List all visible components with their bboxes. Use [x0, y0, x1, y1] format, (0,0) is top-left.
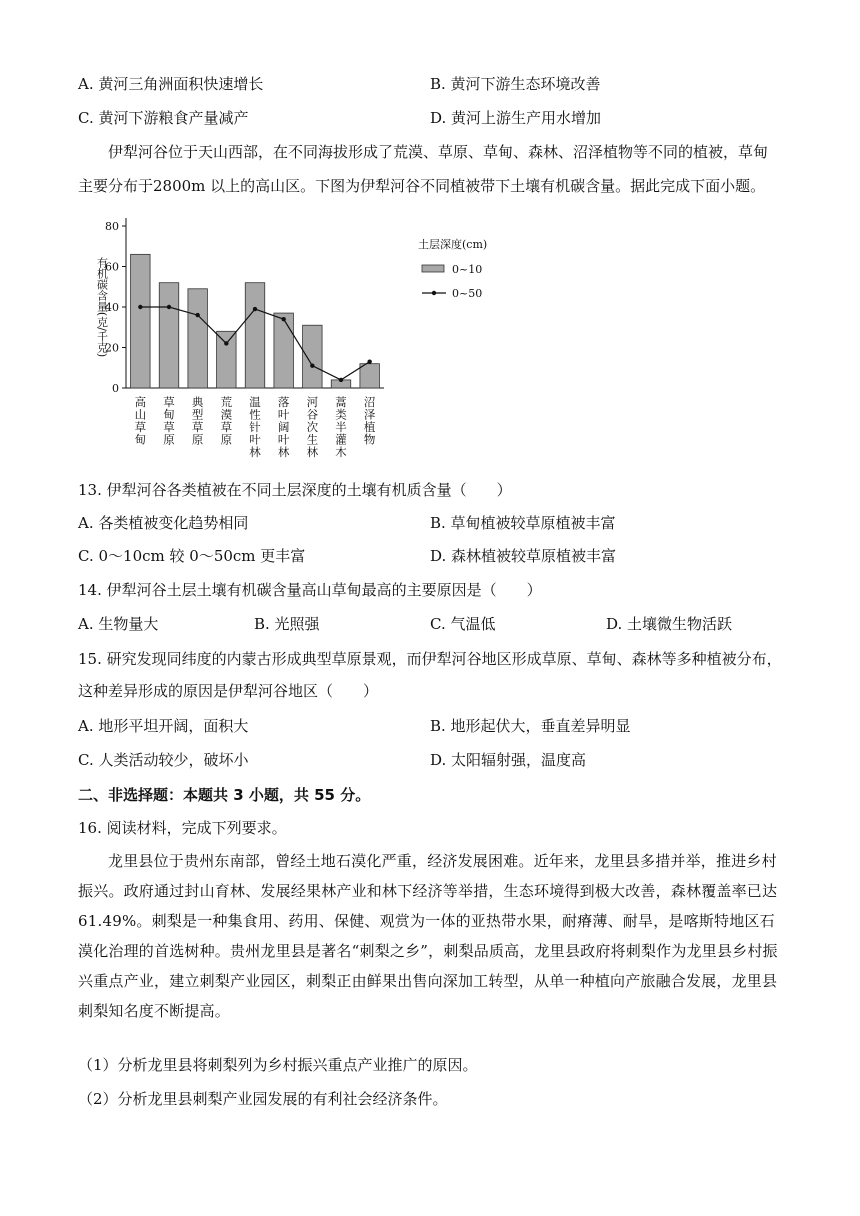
q14-stem: 14. 伊犁河谷土层土壤有机碳含量高山草甸最高的主要原因是（ ） [78, 581, 542, 599]
category-label: 沼泽植物 [362, 396, 377, 446]
q16-stem: 16. 阅读材料，完成下列要求。 [78, 819, 287, 837]
q16-sub-1: （1）分析龙里县将刺梨列为乡村振兴重点产业推广的原因。 [78, 1056, 478, 1074]
intro-line-1: 伊犁河谷位于天山西部，在不同海拔形成了荒漠、草原、草甸、森林、沼泽植物等不同的植被，草甸 [108, 143, 769, 161]
q14-option-c: C. 气温低 [430, 615, 496, 633]
bar [360, 364, 379, 388]
q13-option-a: A. 各类植被变化趋势相同 [78, 514, 249, 532]
category-label: 高山草甸 [133, 396, 148, 446]
legend-line-label: 0~50 [452, 287, 483, 300]
option-a: A. 黄河三角洲面积快速增长 [78, 75, 264, 93]
legend-bar-swatch [422, 265, 444, 272]
section-heading: 二、非选择题：本题共 3 小题，共 55 分。 [78, 786, 371, 804]
category-label: 蒿类半灌木 [334, 396, 348, 459]
q15-option-c: C. 人类活动较少，破坏小 [78, 751, 249, 769]
bar [303, 325, 322, 388]
option-d: D. 黄河上游生产用水增加 [430, 109, 602, 127]
chart-bars [131, 254, 380, 388]
line-point [195, 313, 199, 317]
option-b: B. 黄河下游生态环境改善 [430, 75, 601, 93]
legend-line-point [432, 291, 436, 295]
q15-stem-line-2: 这种差异形成的原因是伊犁河谷地区（ ） [78, 682, 379, 700]
q14-option-a: A. 生物量大 [78, 615, 159, 633]
legend-title: 土层深度(cm) [418, 238, 488, 251]
q13-option-b: B. 草甸植被较草原植被丰富 [430, 514, 616, 532]
y-axis-label: 有机碳含量(克/千克) [95, 256, 109, 358]
q14-option-d: D. 土壤微生物活跃 [606, 615, 733, 633]
intro-line-2: 主要分布于2800m 以上的高山区。下图为伊犁河谷不同植被带下土壤有机碳含量。据此完成下面小题。 [78, 177, 766, 195]
q15-option-b: B. 地形起伏大，垂直差异明显 [430, 717, 631, 735]
category-label: 草甸草原 [162, 396, 176, 446]
q16-material: 龙里县位于贵州东南部，曾经土地石漠化严重，经济发展困难。近年来，龙里县多措并举，推进乡村振兴。政府通过封山育林、发展经果林产业和林下经济等举措，生态环境得到极大改善，森林覆盖率已达61.49%。刺梨是一种集食用、药用、保健、观赏为一体的亚热带水果，耐瘠薄、耐旱，是喀斯特地区石漠化治理的首选树种。贵州龙里县是著名“刺梨之乡”，刺梨品质高，龙里县政府将刺梨作为龙里县乡村振兴重点产业，建立刺梨产业园区，刺梨正由鲜果出售向深加工转型，从单一种植向产旅融合发展，龙里县刺梨知名度不断提高。 [78, 852, 778, 1020]
q13-stem: 13. 伊犁河谷各类植被在不同土层深度的土壤有机质含量（ ） [78, 481, 512, 499]
soil-carbon-chart [80, 208, 500, 468]
y-tick-label: 80 [105, 220, 119, 233]
q15-option-d: D. 太阳辐射强，温度高 [430, 751, 587, 769]
line-point [253, 307, 257, 311]
bar [131, 254, 150, 388]
line-point [138, 305, 142, 309]
category-label: 荒漠草原 [219, 396, 234, 446]
line-point [224, 341, 228, 345]
bar [217, 331, 236, 388]
chart-categories [133, 395, 376, 458]
q16-sub-2: （2）分析龙里县刺梨产业园发展的有利社会经济条件。 [78, 1090, 448, 1108]
q15-stem-line-1: 15. 研究发现同纬度的内蒙古形成典型草原景观，而伊犁河谷地区形成草原、草甸、森林等多种植被分布， [78, 650, 782, 668]
line-point [281, 317, 285, 321]
q15-option-a: A. 地形平坦开阔，面积大 [78, 717, 249, 735]
line-point [367, 359, 371, 363]
line-point [339, 378, 343, 382]
y-tick-label: 40 [105, 301, 119, 314]
q14-option-b: B. 光照强 [254, 615, 320, 633]
category-label: 落叶阔叶林 [276, 396, 291, 459]
y-tick-label: 0 [112, 382, 119, 395]
y-tick-label: 20 [105, 341, 119, 355]
bar [188, 289, 207, 388]
line-point [167, 305, 171, 309]
bar [245, 283, 264, 388]
y-tick-label: 60 [105, 260, 119, 274]
legend-bar-label: 0~10 [452, 263, 483, 276]
chart-legend [418, 237, 487, 300]
q13-option-d: D. 森林植被较草原植被丰富 [430, 547, 617, 565]
option-c: C. 黄河下游粮食产量减产 [78, 109, 249, 127]
category-label: 河谷次生林 [305, 396, 320, 459]
bar [159, 283, 178, 388]
category-label: 温性针叶林 [248, 396, 262, 459]
line-point [310, 364, 314, 368]
bar [274, 313, 293, 388]
category-label: 典型草原 [190, 396, 205, 446]
q13-option-c: C. 0～10cm 较 0～50cm 更丰富 [78, 547, 306, 565]
